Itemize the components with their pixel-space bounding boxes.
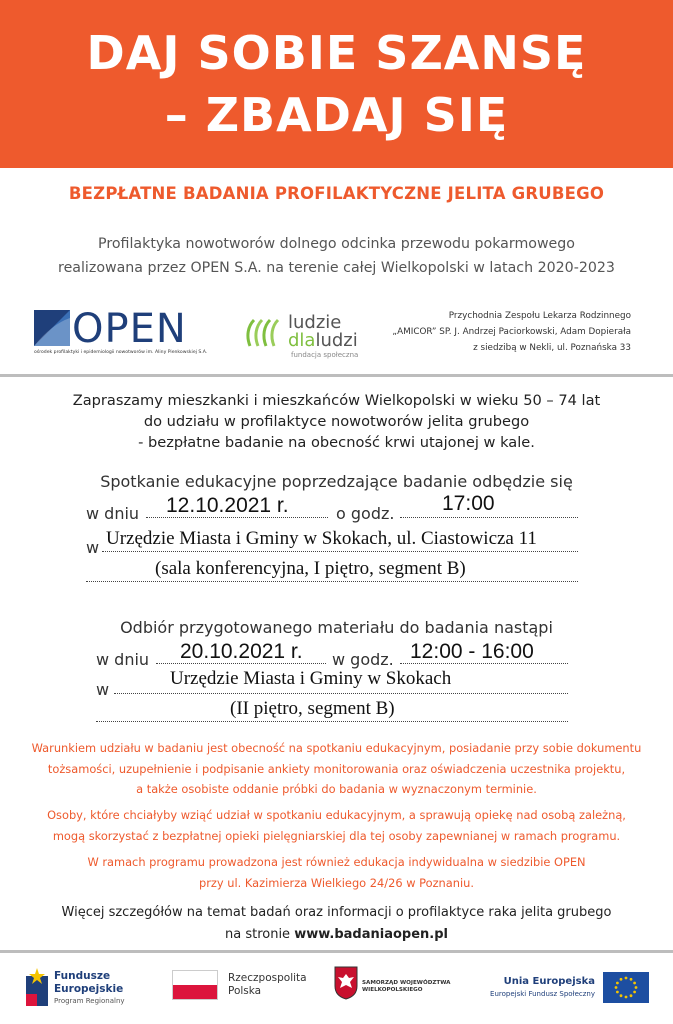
open-logo (34, 306, 208, 360)
clinic-line-3: z siedzibą w Nekli, ul. Poznańska 33 (473, 343, 631, 353)
meeting-place-dots (102, 550, 578, 552)
notice-2-line-1: Osoby, które chciałyby wziąć udział w spotkaniu edukacyjnym, a sprawują opiekę nad osobą zależną, (47, 808, 626, 822)
meeting-time-label: o godz. (336, 504, 395, 523)
pickup-time-label: w godz. (332, 650, 394, 669)
clinic-info (371, 308, 631, 356)
unia-europejska-logo (480, 972, 655, 1012)
ue-line-2: Europejski Fundusz Społeczny (490, 990, 595, 998)
rzeczpospolita-logo (172, 970, 312, 1004)
meeting-place-detail: (sala konferencyjna, I piętro, segment B) (155, 558, 466, 579)
leaf-icon (244, 316, 284, 348)
fe-line-1: Fundusze (54, 970, 111, 982)
pickup-date-label: w dniu (96, 650, 150, 669)
funding-logos (0, 958, 673, 1018)
meeting-heading: Spotkanie edukacyjne poprzedzające badanie odbędzie się (100, 472, 573, 491)
clinic-line-2: „AMICOR” SP. J. Andrzej Paciorkowski, Adam Dopierała (392, 327, 631, 337)
rp-line-1: Rzeczpospolita (228, 972, 307, 984)
samorzad-logo (334, 966, 464, 1010)
banner-title-line-1: DAJ SOBIE SZANSĘ (86, 26, 587, 80)
more-prefix: na stronie (224, 927, 291, 942)
invite-line-1: Zapraszamy mieszkanki i mieszkańców Wielkopolski w wieku 50 – 74 lat (72, 392, 601, 409)
meeting-time-dots (400, 516, 578, 518)
notice-requirements (0, 738, 673, 800)
pickup-detail-dots (96, 720, 568, 722)
invite-line-3: - bezpłatne badanie na obecność krwi utajonej w kale. (138, 434, 535, 451)
intro-line-1: Profilaktyka nowotworów dolnego odcinka przewodu pokarmowego (98, 236, 575, 252)
more-line-2 (0, 924, 673, 946)
fundusze-europejskie-logo (26, 968, 146, 1012)
pickup-place-value: Urzędzie Miasta i Gminy w Skokach (170, 668, 452, 689)
fe-line-2: Europejskie (54, 983, 124, 995)
notice-1-line-1: Warunkiem udziału w badaniu jest obecność na spotkaniu edukacyjnym, posiadanie przy sobie dokumentu (31, 741, 642, 755)
open-logo-caption: ośrodek profilaktyki i epidemiologii nowotworów im. Aliny Pienkowskiej S.A. (34, 350, 208, 355)
pickup-heading: Odbiór przygotowanego materiału do badania nastąpi (120, 618, 553, 637)
pickup-date-value: 20.10.2021 r. (180, 640, 303, 663)
ldl-word-dla: dla (288, 330, 316, 351)
notice-education (0, 852, 673, 893)
ldl-word-ludzie: ludzie (288, 312, 342, 333)
pickup-time-value: 12:00 - 16:00 (410, 640, 534, 663)
ludzie-dla-ludzi-logo (244, 310, 384, 360)
more-info (0, 902, 673, 946)
ldl-word-ludzi: ludzi (315, 330, 358, 351)
pickup-place-detail: (II piętro, segment B) (230, 698, 395, 719)
rp-line-2: Polska (228, 985, 262, 997)
meeting-date-value: 12.10.2021 r. (166, 494, 289, 517)
clinic-line-1: Przychodnia Zespołu Lekarza Rodzinnego (448, 311, 631, 321)
eagle-crest-icon (334, 966, 358, 1000)
meeting-place-value: Urzędzie Miasta i Gminy w Skokach, ul. Ciastowicza 11 (106, 528, 537, 549)
notice-2-line-2: mogą skorzystać z bezpłatnej opieki pielęgniarskiej dla tej osoby zapewnianej w ramach programu. (52, 828, 621, 843)
header-banner (0, 0, 673, 168)
polish-flag-icon (172, 970, 218, 1000)
notice-1-line-2: tożsamości, uzupełnienie i podpisanie ankiety monitorowania oraz oświadczenia uczestnika projektu, (47, 761, 626, 776)
invite-line-2: do udziału w profilaktyce nowotworów jelita grubego (143, 413, 530, 430)
open-logo-icon (34, 310, 70, 346)
sw-line-2: WIELKOPOLSKIEGO (362, 987, 423, 993)
meeting-detail-dots (86, 580, 578, 582)
meeting-date-label: w dniu (86, 504, 140, 523)
more-line-1: Więcej szczegółów na temat badań oraz informacji o profilaktyce raka jelita grubego (61, 905, 612, 920)
notice-1-line-3: a także osobiste oddanie próbki do badania w wyznaczonym terminie. (136, 782, 537, 796)
notice-care (0, 805, 673, 846)
notice-3-line-2: przy ul. Kazimierza Wielkiego 24/26 w Poznaniu. (199, 875, 474, 890)
partner-logos (0, 302, 673, 364)
invitation-text (0, 390, 673, 453)
meeting-time-value: 17:00 (442, 492, 495, 515)
ue-line-1: Unia Europejska (503, 976, 595, 987)
fundusze-europejskie-icon (26, 968, 48, 1006)
pickup-place-label: w (96, 680, 110, 699)
banner-title-line-2: – ZBADAJ SIĘ (164, 88, 509, 142)
eu-flag-icon (603, 972, 649, 1003)
ldl-caption: fundacja społeczna (291, 351, 359, 359)
subtitle: BEZPŁATNE BADANIA PROFILAKTYCZNE JELITA GRUBEGO (68, 184, 605, 203)
fe-line-3: Program Regionalny (54, 997, 125, 1005)
intro-line-2: realizowana przez OPEN S.A. na terenie całej Wielkopolski w latach 2020-2023 (58, 260, 615, 276)
open-logo-text: OPEN (72, 306, 187, 352)
sw-line-1: SAMORZĄD WOJEWÓDZTWA (362, 980, 451, 986)
website-link[interactable]: www.badaniaopen.pl (294, 927, 448, 942)
bottom-divider (0, 950, 673, 953)
meeting-place-label: w (86, 538, 100, 557)
pickup-place-dots (114, 692, 568, 694)
intro-text (0, 232, 673, 280)
notice-3-line-1: W ramach programu prowadzona jest również edukacja indywidualna w siedzibie OPEN (87, 855, 586, 869)
ldl-word-dlaludzi (288, 330, 358, 351)
top-divider (0, 374, 673, 377)
